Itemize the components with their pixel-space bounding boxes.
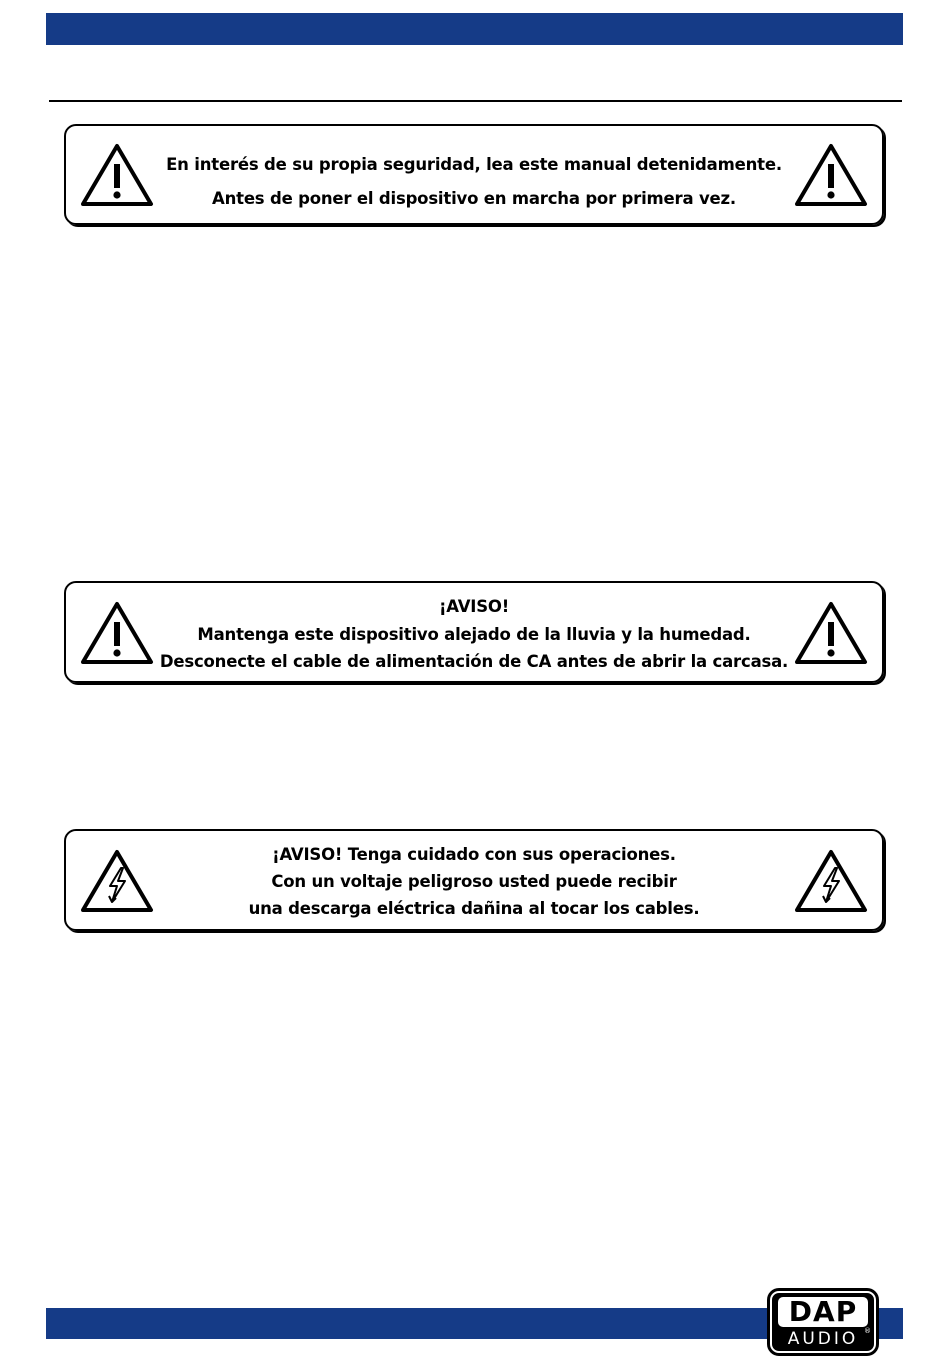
exclamation-warning-icon <box>793 142 869 208</box>
notice-line: En interés de su propia seguridad, lea este manual detenidamente. <box>166 155 782 174</box>
exclamation-warning-icon <box>79 142 155 208</box>
notice-line: Desconecte el cable de alimentación de CA antes de abrir la carcasa. <box>159 652 789 671</box>
header-bar <box>46 13 903 45</box>
electric-shock-warning-icon <box>79 848 155 914</box>
electric-shock-warning-icon <box>793 848 869 914</box>
exclamation-warning-icon <box>793 600 869 666</box>
safety-notice-read-manual <box>64 124 884 225</box>
notice-line: Con un voltaje peligroso usted puede recibir <box>271 872 677 891</box>
logo-dap-text: DAP <box>778 1297 868 1327</box>
notice-line: ¡AVISO! Tenga cuidado con sus operaciones. <box>272 845 676 864</box>
warning-notice-electric-shock <box>64 829 884 931</box>
notice-text <box>156 148 792 216</box>
notice-line: Antes de poner el dispositivo en marcha por primera vez. <box>212 189 736 208</box>
logo-registered-mark: ® <box>864 1327 871 1335</box>
exclamation-warning-icon <box>79 600 155 666</box>
notice-text <box>156 841 792 922</box>
dap-audio-logo <box>770 1291 876 1353</box>
notice-line: una descarga eléctrica dañina al tocar los cables. <box>248 899 700 918</box>
warning-notice-moisture <box>64 581 884 683</box>
logo-audio-text: AUDIO <box>787 1329 859 1349</box>
notice-text <box>146 593 802 676</box>
header-rule <box>49 100 902 102</box>
notice-line: ¡AVISO! <box>438 597 510 616</box>
notice-line: Mantenga este dispositivo alejado de la lluvia y la humedad. <box>197 624 751 644</box>
